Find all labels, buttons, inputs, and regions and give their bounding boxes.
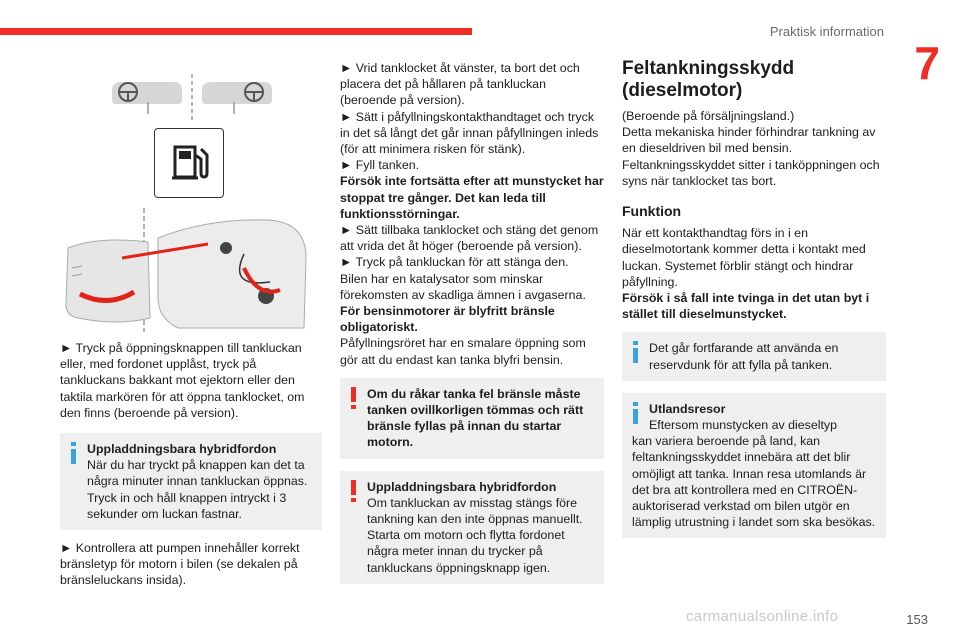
subheading-function: Funktion xyxy=(622,203,682,220)
right-column xyxy=(622,58,886,538)
info-box-jerrycan xyxy=(622,332,886,380)
function-warning: Försök i så fall inte tvinga in det utan byt i stället till dieselmunstycket. xyxy=(622,291,870,322)
top-accent-bar xyxy=(0,28,472,35)
step-close-flap: ► Tryck på tankluckan för att stänga den. xyxy=(340,255,569,270)
warning-box-hybrid xyxy=(340,471,604,584)
instruction-open-flap: ► Tryck på öppningsknappen till tankluckan eller, med fordonet upplåst, tryck på tankluckans bakkant mot ejektorn eller den taktila markören för att öppna tanklocket, om den finns (beroende på version). xyxy=(60,341,305,420)
warning-box-wrong-fuel xyxy=(340,378,604,459)
info-icon xyxy=(632,341,640,363)
info-box-text: När du har tryckt på knappen kan det ta några minuter innan tankluckan öppnas. Tryck in och håll knappen intryckt i 3 sekunder om luckan fastnar. xyxy=(87,458,308,521)
intro-description: Detta mekaniska hinder förhindrar tankning av en dieseldriven bil med bensin. xyxy=(622,125,876,156)
fuel-pump-icon-box xyxy=(154,128,224,198)
middle-column xyxy=(340,60,604,584)
warning-text-wrong-fuel: Om du råkar tanka fel bränsle måste tanken ovillkorligen tömmas och rätt bränsle fyllas på innan du startar motorn. xyxy=(367,386,584,450)
dashboard-steering-wheel-illustration xyxy=(108,72,276,122)
section-title: Praktisk information xyxy=(769,24,884,39)
warning-box-title: Uppladdningsbara hybridfordon xyxy=(367,479,557,494)
info-box-title: Uppladdningsbara hybridfordon xyxy=(87,442,277,457)
fuel-pump-icon xyxy=(155,129,223,197)
warning-box-text: Om tankluckan av misstag stängs före tankning kan den inte öppnas manuellt. Starta om motorn och flytta fordonet några meter innan du trycker på tankluckans öppningsknapp igen. xyxy=(367,495,583,575)
info-travel-text: kan variera beroende på land, kan feltankningsskyddet innebära att det blir omöjligt att tanka. Innan resa utomlands är det bra att kontrollera med en CITROËN-auktoriserad verkstad om bilen utgör en lämplig utrustning i landet som ska besökas. xyxy=(632,434,876,530)
left-column xyxy=(60,340,322,589)
warning-icon xyxy=(350,480,358,502)
intro-location: Feltankningsskyddet sitter i tanköppningen och syns när tanklocket tas bort. xyxy=(622,157,880,188)
function-text: När ett kontakthandtag förs in i en dieselmotortank kommer detta i kontakt med luckan. Systemet förblir stängt och hindrar påfyllning. xyxy=(622,226,866,289)
step-remove-cap: ► Vrid tanklocket åt vänster, ta bort det och placera det på hållaren på tankluckan (beroende på version). xyxy=(340,61,580,108)
section-heading: Feltankningsskydd (dieselmotor) xyxy=(622,58,795,101)
fuel-flap-illustration xyxy=(58,208,314,336)
info-box-hybrid xyxy=(60,433,322,530)
intro-country: (Beroende på försäljningsland.) xyxy=(622,109,795,123)
instruction-check-pump: ► Kontrollera att pumpen innehåller korrekt bränsletyp för motorn i bilen (se dekalen på bränsleluckans insida). xyxy=(60,541,300,588)
info-travel-title: Utlandsresor xyxy=(649,401,726,416)
info-icon xyxy=(70,442,78,464)
chapter-number: 7 xyxy=(914,37,940,89)
page-number: 153 xyxy=(906,612,928,627)
unleaded-required: För bensinmotorer är blyfritt bränsle obligatoriskt. xyxy=(340,304,555,335)
info-icon xyxy=(632,402,640,424)
step-insert-nozzle: ► Sätt i påfyllningskontakthandtaget och tryck in det så långt det går innan påfyllningen inleds (för att minimera risken för stänk). xyxy=(340,109,599,157)
info-travel-line: Eftersom munstycken av dieseltyp xyxy=(649,418,838,433)
watermark: carmanualsonline.info xyxy=(686,608,839,625)
filler-pipe-note: Påfyllningsröret har en smalare öppning som gör att du endast kan tanka blyfri bensin. xyxy=(340,336,586,367)
step-fill-tank: ► Fyll tanken. xyxy=(340,158,420,173)
caution-nozzle-stops: Försök inte fortsätta efter att munstycket har stoppat tre gånger. Det kan leda till funktionsstörningar. xyxy=(340,174,604,221)
info-box-travel xyxy=(622,393,886,539)
warning-icon xyxy=(350,387,358,409)
catalyst-note: Bilen har en katalysator som minskar förekomsten av skadliga ämnen i avgaserna. xyxy=(340,271,586,302)
info-jerrycan-text: Det går fortfarande att använda en reservdunk för att fylla på tanken. xyxy=(649,341,839,372)
step-replace-cap: ► Sätt tillbaka tanklocket och stäng det genom att vrida det åt höger (beroende på version). xyxy=(340,223,599,254)
